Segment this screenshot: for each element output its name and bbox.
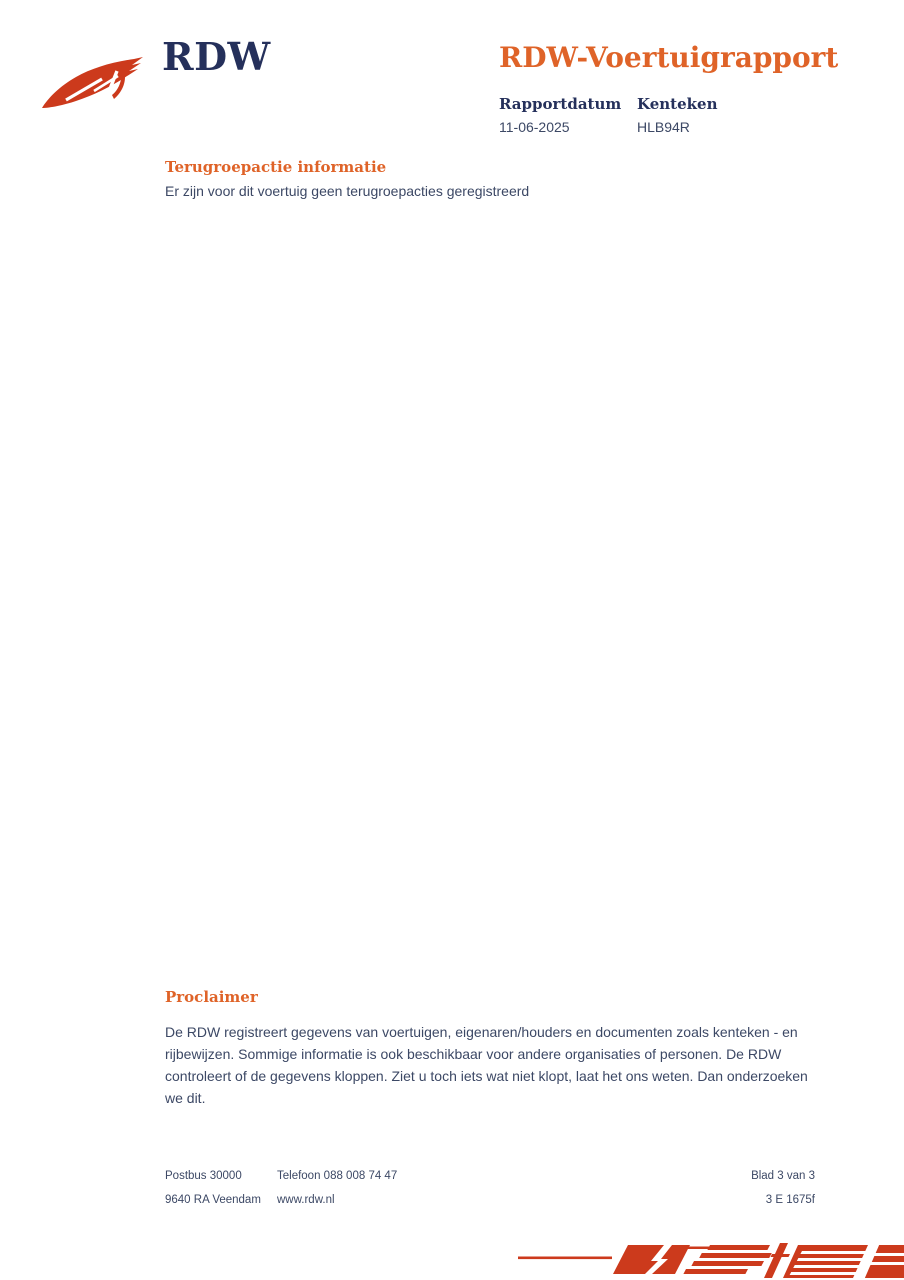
section-recall-info [165, 158, 529, 199]
footer-city: 9640 RA Veendam [165, 1194, 261, 1206]
proclaimer-heading: Proclaimer [165, 988, 258, 1006]
footer-website: www.rdw.nl [277, 1194, 335, 1206]
license-plate-label: Kenteken [637, 95, 718, 113]
footer-postbus: Postbus 30000 [165, 1170, 242, 1182]
proclaimer-line: rijbewijzen. Sommige informatie is ook beschikbaar voor andere organisaties of personen. De RDW [165, 1046, 782, 1062]
proclaimer-line: De RDW registreert gegevens van voertuigen, eigenaren/houders en documenten zoals kenteken - en [165, 1024, 798, 1040]
proclaimer-line: we dit. [165, 1090, 206, 1106]
recall-section-body: Er zijn voor dit voertuig geen terugroepacties geregistreerd [165, 183, 530, 199]
rdw-wing-icon [38, 50, 148, 114]
report-date-value: 11-06-2025 [499, 119, 570, 135]
meta-report-date [499, 95, 637, 135]
proclaimer-line: controleert of de gegevens kloppen. Ziet u toch iets wat niet klopt, laat het ons weten. Dan onderzoeken [165, 1068, 808, 1084]
report-meta [499, 95, 717, 135]
page-footer [165, 1170, 815, 1218]
footer-page-indicator: Blad 3 van 3 [751, 1170, 815, 1182]
license-plate-value: HLB94R [637, 119, 690, 135]
footer-row [165, 1170, 815, 1182]
proclaimer-paragraph [165, 1021, 808, 1109]
meta-license-plate [637, 95, 717, 135]
recall-section-heading: Terugroepactie informatie [165, 158, 387, 176]
footer-row [165, 1194, 815, 1206]
section-proclaimer [165, 988, 808, 1109]
footer-doc-code: 3 E 1675f [765, 1194, 815, 1206]
footer-phone: Telefoon 088 008 74 47 [277, 1170, 398, 1182]
report-title: RDW-Voertuigrapport [499, 41, 839, 74]
rdw-logo-wordmark: RDW [162, 34, 271, 79]
report-date-label: Rapportdatum [499, 95, 622, 113]
footer-speed-graphic [518, 1238, 904, 1280]
